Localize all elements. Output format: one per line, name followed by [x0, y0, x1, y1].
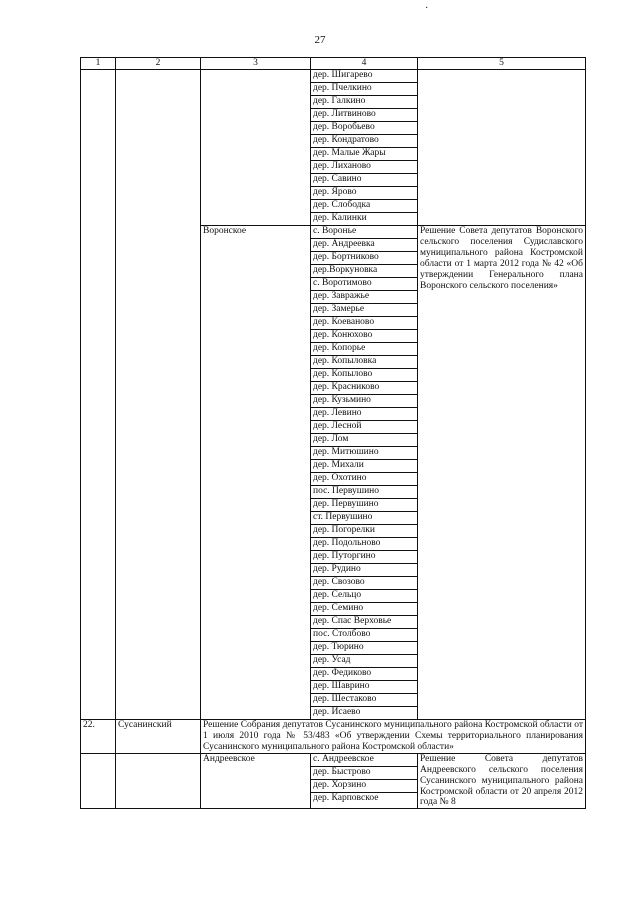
village-name: дер. Тюрино: [311, 642, 417, 655]
village-row: [311, 754, 417, 767]
header-col-4: 4: [311, 58, 418, 70]
village-name: дер. Первушино: [311, 499, 417, 512]
village-name: дер. Михали: [311, 460, 417, 473]
village-row: [311, 382, 417, 395]
village-row: [311, 408, 417, 421]
header-col-3: 3: [201, 58, 311, 70]
settlement-name: Воронское: [201, 226, 311, 720]
village-row: [311, 577, 417, 590]
village-name: дер. Пчелкино: [311, 83, 417, 96]
district-name: Сусанинский: [116, 720, 201, 754]
village-name: дер. Подольново: [311, 538, 417, 551]
decision-cell-blank: [418, 70, 586, 226]
village-name: дер. Галкино: [311, 96, 417, 109]
header-col-1: 1: [81, 58, 116, 70]
village-name: дер. Кузьмино: [311, 395, 417, 408]
village-row: [311, 512, 417, 525]
village-name: дер. Савино: [311, 174, 417, 187]
andreevskoe-row: [81, 753, 586, 809]
village-row: [311, 213, 417, 226]
village-row: [311, 252, 417, 265]
village-row: [311, 421, 417, 434]
village-name: дер. Усад: [311, 655, 417, 668]
village-list-voronskoe: [311, 226, 418, 720]
village-name: дер. Андреевка: [311, 239, 417, 252]
village-row: [311, 161, 417, 174]
village-name: дер. Шестаково: [311, 694, 417, 707]
village-row: [311, 538, 417, 551]
village-name: дер. Хорзино: [311, 779, 417, 792]
village-name: дер. Лиханово: [311, 161, 417, 174]
village-row: [311, 655, 417, 668]
village-row: [311, 668, 417, 681]
village-name: с. Андреевское: [311, 754, 417, 767]
village-name: дер. Литвиново: [311, 109, 417, 122]
village-row: [311, 122, 417, 135]
row-number: 22.: [81, 720, 116, 754]
village-name: дер. Лом: [311, 434, 417, 447]
village-name: дер. Конюхово: [311, 330, 417, 343]
village-name: дер. Свозово: [311, 577, 417, 590]
header-col-2: 2: [116, 58, 201, 70]
village-name: дер. Охотино: [311, 473, 417, 486]
village-name: дер. Малые Жары: [311, 148, 417, 161]
number-cell-blank: [81, 753, 116, 809]
district-row: [81, 720, 586, 754]
village-row: [311, 460, 417, 473]
village-name: дер. Завражье: [311, 291, 417, 304]
village-list-andreevskoe: [311, 753, 418, 809]
village-name: дер. Воробьево: [311, 122, 417, 135]
village-name: дер. Путоргино: [311, 551, 417, 564]
settlement-decision: Решение Совета депутатов Андреевского сельского поселения Сусанинского муниципального района Костромской области от 20 апреля 2012 года № 8: [418, 753, 586, 809]
village-row: [311, 83, 417, 96]
village-row: [311, 629, 417, 642]
village-row: [311, 564, 417, 577]
village-name: дер. Копылово: [311, 369, 417, 382]
village-name: дер. Лесной: [311, 421, 417, 434]
village-name: дер. Копыловка: [311, 356, 417, 369]
village-row: [311, 174, 417, 187]
village-name: с. Воротимово: [311, 278, 417, 291]
settlement-name: Андреевское: [201, 753, 311, 809]
village-row: [311, 187, 417, 200]
number-cell-blank: [81, 70, 116, 720]
village-row: [311, 642, 417, 655]
village-name: дер. Калинки: [313, 213, 367, 223]
village-name: дер.Воркуновка: [311, 265, 417, 278]
village-row: [311, 70, 417, 83]
village-row: [311, 447, 417, 460]
village-row: [311, 239, 417, 252]
village-row: [311, 109, 417, 122]
village-row: [311, 551, 417, 564]
village-row: [311, 369, 417, 382]
village-row: [311, 707, 417, 720]
village-name: пос. Первушино: [311, 486, 417, 499]
village-list-continued: [311, 70, 418, 226]
village-row: [311, 291, 417, 304]
village-name: дер. Левино: [311, 408, 417, 421]
village-name: дер. Исаево: [313, 707, 361, 717]
village-name: дер. Слободка: [311, 200, 417, 213]
village-row: [311, 200, 417, 213]
district-cell-blank: [116, 70, 201, 720]
header-row: [81, 58, 586, 70]
district-cell-blank: [116, 753, 201, 809]
village-row: [311, 330, 417, 343]
village-row: [311, 473, 417, 486]
village-row: [311, 694, 417, 707]
village-name: дер. Семино: [311, 603, 417, 616]
village-row: [311, 278, 417, 291]
village-name: дер. Бортниково: [311, 252, 417, 265]
village-row: [311, 486, 417, 499]
village-name: дер. Спас Верховье: [311, 616, 417, 629]
village-row: [311, 779, 417, 792]
village-row: [311, 616, 417, 629]
village-name: дер. Кондратово: [311, 135, 417, 148]
village-row: [311, 603, 417, 616]
village-name: дер. Митюшино: [311, 447, 417, 460]
village-name: дер. Коеваново: [311, 317, 417, 330]
village-row: [311, 434, 417, 447]
village-row: [311, 792, 417, 805]
village-name: дер. Сельцо: [311, 590, 417, 603]
village-row: [311, 265, 417, 278]
village-row: [311, 766, 417, 779]
village-name: дер. Копорье: [311, 343, 417, 356]
village-name: дер. Замерье: [311, 304, 417, 317]
continued-row: [81, 70, 586, 226]
village-row: [311, 525, 417, 538]
village-row: [311, 304, 417, 317]
village-name: дер. Федиково: [311, 668, 417, 681]
village-name: ст. Первушино: [311, 512, 417, 525]
village-row: [311, 226, 417, 239]
village-name: дер. Погорелки: [311, 525, 417, 538]
village-row: [311, 343, 417, 356]
village-row: [311, 590, 417, 603]
page-number: 27: [314, 34, 326, 46]
village-name: дер. Карповское: [313, 792, 379, 803]
village-row: [311, 499, 417, 512]
village-name: пос. Столбово: [311, 629, 417, 642]
village-row: [311, 317, 417, 330]
village-row: [311, 681, 417, 694]
settlement-cell-blank: [201, 70, 311, 226]
village-name: с. Воронье: [311, 226, 417, 239]
header-col-5: 5: [418, 58, 586, 70]
village-name: дер. Быстрово: [311, 766, 417, 779]
village-row: [311, 135, 417, 148]
village-name: дер. Рудино: [311, 564, 417, 577]
village-name: дер. Ярово: [311, 187, 417, 200]
top-mark: ·: [425, 3, 429, 14]
settlement-decision: Решение Совета депутатов Воронского сельского поселения Судиславского муниципального района Костромской области от 1 марта 2012 года № 42 «Об утверждении Генерального плана Воронского сельского поселения»: [418, 226, 586, 720]
village-name: дер. Красниково: [311, 382, 417, 395]
district-decision: Решение Собрания депутатов Сусанинского муниципального района Костромской области от 1 июля 2010 года № 53/483 «Об утверждении Схемы территориального планирования Сусанинского муниципального района Костромской области»: [201, 720, 586, 754]
settlements-table: [80, 57, 586, 809]
village-row: [311, 96, 417, 109]
village-name: дер. Шаврино: [311, 681, 417, 694]
village-row: [311, 356, 417, 369]
village-row: [311, 395, 417, 408]
village-name: дер. Шигарево: [311, 70, 417, 83]
village-row: [311, 148, 417, 161]
